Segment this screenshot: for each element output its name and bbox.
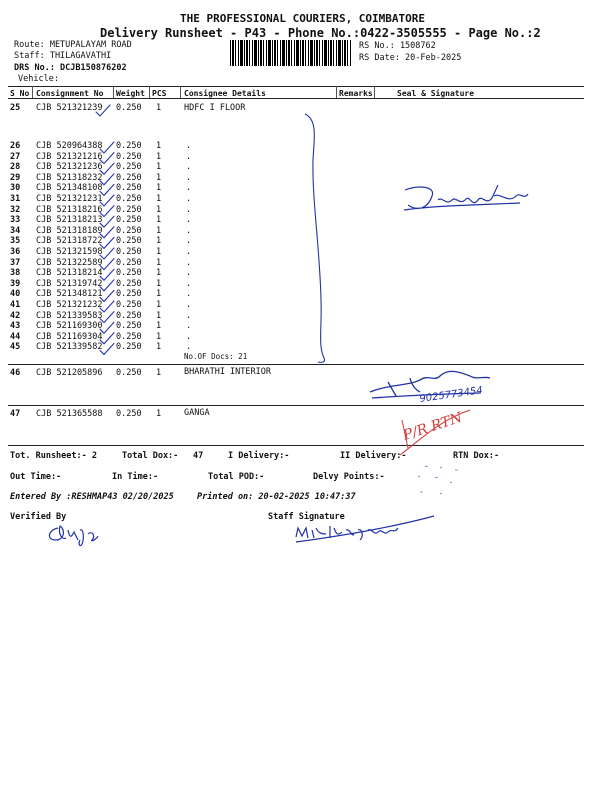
- row-pcs: 1: [156, 162, 162, 173]
- row-consignment: CJB 521348108: [36, 183, 103, 194]
- row-weight: 0.250: [116, 331, 142, 342]
- row-sno: 36: [10, 247, 21, 257]
- row-sno: 31: [10, 194, 21, 204]
- total-dox-label: Total Dox:-: [122, 451, 179, 461]
- row-sno: 35: [10, 236, 21, 247]
- check-mark: [100, 333, 114, 344]
- row-pcs: 1: [156, 225, 162, 236]
- check-mark: [100, 184, 114, 195]
- check-mark: [100, 227, 114, 238]
- check-mark: [100, 248, 114, 259]
- row-consignee: .: [186, 300, 192, 310]
- row-sno: 29: [10, 172, 21, 183]
- row-pcs: 1: [156, 183, 162, 194]
- row-consignment: CJB 521322589: [36, 257, 103, 268]
- check-mark: [100, 259, 114, 270]
- row-consignee: .: [186, 172, 192, 183]
- row-consignee: GANGA: [184, 408, 210, 418]
- docs-count: No.OF Docs: 21: [184, 352, 248, 361]
- row-weight: 0.250: [116, 247, 142, 257]
- row-consignee: .: [186, 331, 192, 342]
- row-sno: 26: [10, 141, 21, 151]
- check-mark: [96, 105, 110, 116]
- row-consignee: .: [186, 141, 192, 151]
- row-pcs: 1: [156, 268, 162, 279]
- row-pcs: 1: [156, 194, 162, 204]
- route-label: Route: METUPALAYAM ROAD: [14, 40, 132, 50]
- row-weight: 0.250: [116, 141, 142, 151]
- total-pod-label: Total POD:-: [208, 472, 265, 482]
- row-consignee: .: [186, 310, 192, 321]
- ink-smudge: [418, 466, 458, 494]
- row-weight: 0.250: [116, 278, 142, 289]
- row-weight: 0.250: [116, 289, 142, 300]
- check-mark: [100, 174, 114, 185]
- row-weight: 0.250: [116, 268, 142, 279]
- row-sno: 33: [10, 215, 21, 226]
- row-pcs: 1: [156, 342, 162, 353]
- total-dox-value: 47: [193, 451, 204, 461]
- row-pcs: 1: [156, 321, 162, 332]
- row-weight: 0.250: [116, 215, 142, 226]
- row-consignee: .: [186, 151, 192, 162]
- bracket-line: [305, 114, 325, 362]
- row-weight: 0.250: [116, 342, 142, 353]
- row-pcs: 1: [156, 204, 162, 215]
- check-mark: [100, 163, 114, 174]
- row-consignment: CJB 521169304: [36, 331, 103, 342]
- row-weight: 0.250: [116, 225, 142, 236]
- row-weight: 0.250: [116, 300, 142, 310]
- row-consignee: .: [186, 321, 192, 332]
- row-weight: 0.250: [116, 257, 142, 268]
- in-time-label: In Time:-: [112, 472, 159, 482]
- row-pcs: 1: [156, 103, 162, 113]
- ii-delivery-label: II Delivery:-: [340, 451, 407, 461]
- drs-number: DRS No.: DCJB150876202: [14, 63, 127, 73]
- check-mark: [100, 301, 114, 312]
- check-mark: [100, 206, 114, 217]
- row-pcs: 1: [156, 409, 162, 419]
- runsheet-title: Delivery Runsheet - P43 - Phone No.:0422-3505555 - Page No.:2: [100, 26, 541, 40]
- row-sno: 32: [10, 204, 21, 215]
- row-consignment: CJB 521318216: [36, 204, 103, 215]
- row-consignment: CJB 521321236: [36, 162, 103, 173]
- row-consignment: CJB 521339583: [36, 310, 103, 321]
- row-consignee: BHARATHI INTERIOR: [184, 367, 271, 377]
- check-mark: [100, 322, 114, 333]
- return-mark: P/R RTN: [401, 409, 465, 444]
- entered-by: Entered By :RESHMAP43 02/20/2025: [10, 492, 174, 502]
- phone-handwritten: 9025773454: [418, 385, 484, 405]
- col-header-consignment: Consignment No: [36, 89, 104, 98]
- row-consignment: CJB 521318213: [36, 215, 103, 226]
- col-header-sno: S No: [10, 89, 30, 98]
- row-consignee: .: [186, 289, 192, 300]
- check-mark: [100, 195, 114, 206]
- out-time-label: Out Time:-: [10, 472, 62, 482]
- row-pcs: 1: [156, 289, 162, 300]
- col-header-seal-signature: Seal & Signature: [397, 89, 475, 98]
- row-weight: 0.250: [116, 172, 142, 183]
- row-consignee: .: [186, 215, 192, 226]
- row-sno: 25: [10, 103, 21, 113]
- verified-by-label: Verified By: [10, 512, 67, 522]
- row-weight: 0.250: [116, 204, 142, 215]
- row-consignment: CJB 521321216: [36, 151, 103, 162]
- row-consignee: .: [186, 236, 192, 247]
- row-pcs: 1: [156, 172, 162, 183]
- col-header-remarks: Remarks: [339, 89, 373, 98]
- verified-signature: [49, 526, 98, 546]
- row-consignment: CJB 521348121: [36, 289, 103, 300]
- row-consignee: .: [186, 342, 192, 353]
- row-sno: 34: [10, 225, 21, 236]
- check-mark: [100, 216, 114, 227]
- row-pcs: 1: [156, 300, 162, 310]
- row-consignee: HDFC I FLOOR: [184, 103, 246, 113]
- row-consignment: CJB 521169300: [36, 321, 103, 332]
- row-weight: 0.250: [116, 151, 142, 162]
- row-sno: 30: [10, 183, 21, 194]
- row-consignee: .: [186, 257, 192, 268]
- row-consignment: CJB 521318232: [36, 172, 103, 183]
- tot-runsheet: Tot. Runsheet:- 2: [10, 451, 97, 461]
- check-mark: [100, 237, 114, 248]
- row-weight: 0.250: [116, 236, 142, 247]
- row-sno: 45: [10, 342, 21, 353]
- delvy-points-label: Delvy Points:-: [313, 472, 385, 482]
- row-consignment: CJB 521318722: [36, 236, 103, 247]
- row-consignment: CJB 521365588: [36, 409, 103, 419]
- row-sno: 37: [10, 257, 21, 268]
- rs-number: RS No.: 1508762: [359, 41, 436, 51]
- check-mark: [100, 269, 114, 280]
- row-sno: 46: [10, 368, 21, 378]
- row-weight: 0.250: [116, 103, 142, 113]
- row-pcs: 1: [156, 278, 162, 289]
- row-consignee: .: [186, 194, 192, 204]
- row-consignee: .: [186, 268, 192, 279]
- check-mark: [100, 343, 114, 354]
- row-sno: 47: [10, 409, 21, 419]
- row-consignment: CJB 521321232: [36, 300, 103, 310]
- row-consignee: .: [186, 204, 192, 215]
- row-consignee: .: [186, 162, 192, 173]
- row-pcs: 1: [156, 151, 162, 162]
- row-weight: 0.250: [116, 183, 142, 194]
- check-mark: [100, 142, 114, 153]
- row-pcs: 1: [156, 215, 162, 226]
- row-weight: 0.250: [116, 368, 142, 378]
- row-sno: 27: [10, 151, 21, 162]
- row-weight: 0.250: [116, 321, 142, 332]
- check-mark: [100, 312, 114, 323]
- row-sno: 41: [10, 300, 21, 310]
- row-sno: 28: [10, 162, 21, 173]
- row-consignment: CJB 521205896: [36, 368, 103, 378]
- row-sno: 38: [10, 268, 21, 279]
- row-consignment: CJB 521321598: [36, 247, 103, 257]
- check-mark: [100, 290, 114, 301]
- check-mark: [100, 153, 114, 164]
- row-sno: 42: [10, 310, 21, 321]
- staff-signature: [296, 516, 434, 542]
- col-header-pcs: PCS: [152, 89, 167, 98]
- row-pcs: 1: [156, 141, 162, 151]
- row-sno: 39: [10, 278, 21, 289]
- row-consignment: CJB 521321239: [36, 103, 103, 113]
- i-delivery-label: I Delivery:-: [228, 451, 290, 461]
- signature-jeyantha: [404, 185, 528, 210]
- company-name: THE PROFESSIONAL COURIERS, COIMBATORE: [180, 12, 426, 25]
- row-pcs: 1: [156, 368, 162, 378]
- row-consignment: CJB 521319742: [36, 278, 103, 289]
- staff-label: Staff: THILAGAVATHI: [14, 51, 112, 61]
- row-sno: 44: [10, 331, 21, 342]
- row-weight: 0.250: [116, 194, 142, 204]
- row-consignee: .: [186, 225, 192, 236]
- col-header-consignee: Consignee Details: [184, 89, 266, 98]
- col-header-weight: Weight: [116, 89, 145, 98]
- row-pcs: 1: [156, 257, 162, 268]
- row-weight: 0.250: [116, 162, 142, 173]
- row-weight: 0.250: [116, 310, 142, 321]
- row-consignee: .: [186, 183, 192, 194]
- row-sno: 40: [10, 289, 21, 300]
- row-pcs: 1: [156, 247, 162, 257]
- row-consignment: CJB 521339582: [36, 342, 103, 353]
- row-weight: 0.250: [116, 409, 142, 419]
- rs-date: RS Date: 20-Feb-2025: [359, 53, 462, 63]
- row-consignment: CJB 521318214: [36, 268, 103, 279]
- rtn-dox-label: RTN Dox:-: [453, 451, 500, 461]
- row-consignment: CJB 521321231: [36, 194, 103, 204]
- row-consignment: CJB 520964388: [36, 141, 103, 151]
- staff-signature-label: Staff Signature: [268, 512, 345, 522]
- row-consignee: .: [186, 247, 192, 257]
- row-consignee: .: [186, 278, 192, 289]
- row-pcs: 1: [156, 331, 162, 342]
- check-mark: [100, 280, 114, 291]
- row-consignment: CJB 521318189: [36, 225, 103, 236]
- row-pcs: 1: [156, 310, 162, 321]
- vehicle-label: Vehicle:: [18, 74, 59, 84]
- printed-on: Printed on: 20-02-2025 10:47:37: [197, 492, 356, 502]
- row-pcs: 1: [156, 236, 162, 247]
- row-sno: 43: [10, 321, 21, 332]
